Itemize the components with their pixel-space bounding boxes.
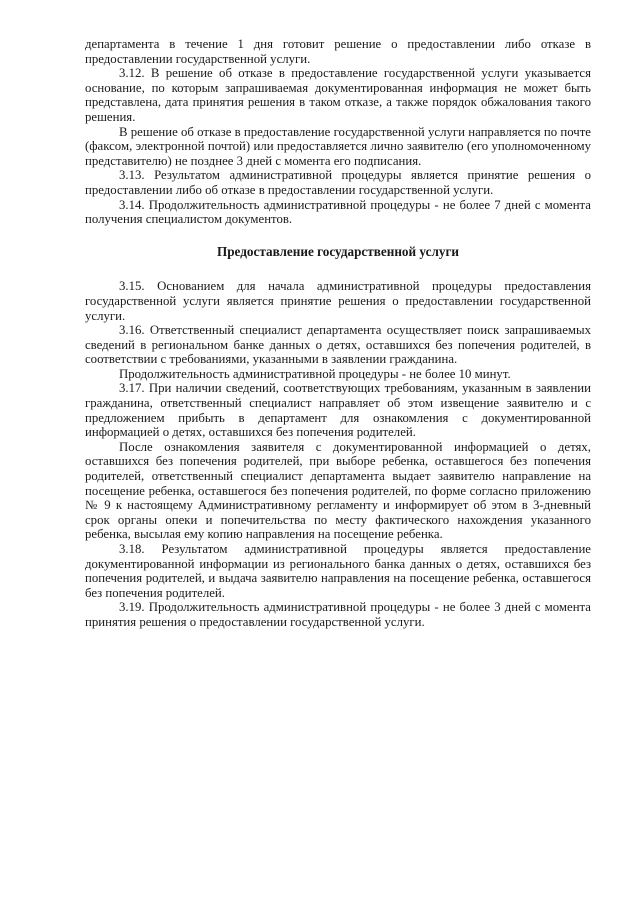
paragraph-3-19: 3.19. Продолжительность административной процедуры - не более 3 дней с момента принятия решения о предоставлении государственной услуги. (85, 600, 591, 629)
paragraph-3-12: 3.12. В решение об отказе в предоставление государственной услуги указывается основание, по которым запрашиваемая документированная информация не может быть представлена, дата принятия решения в таком отказе, а также порядок обжалования такого решения. (85, 66, 591, 124)
section-heading: Предоставление государственной услуги (216, 243, 460, 259)
paragraph-duration-10-min: Продолжительность административной процедуры - не более 10 минут. (119, 366, 511, 381)
paragraph-3-15: 3.15. Основанием для начала административной процедуры предоставления государственной услуги является принятие решения о предоставлении государственной услуги. (85, 279, 591, 323)
paragraph-refusal-delivery: В решение об отказе в предоставление государственной услуги направляется по почте (факсом, электронной почтой) или предоставляется лично заявителю (его уполномоченному представителю) не позднее 3 дней с момента его подписания. (85, 124, 591, 168)
paragraph-3-18: 3.18. Результатом административной процедуры является предоставление документированной информации из регионального банка данных о детях, оставшихся без попечения родителей, и выдача заявителю направления на посещение ребенка, оставшегося без попечения родителей. (85, 542, 591, 600)
paragraph-3-17: 3.17. При наличии сведений, соответствующих требованиям, указанным в заявлении гражданина, ответственный специалист направляет об этом извещение заявителю и с предложением прибыть в департамент для ознакомления с документированной информацией о детях, оставшихся без попечения родителей. (85, 381, 591, 440)
paragraph-3-16: 3.16. Ответственный специалист департамента осуществляет поиск запрашиваемых сведений в региональном банке данных о детях, оставшихся без попечения родителей, в соответствии с требованиями, указанными в заявлении гражданина. (85, 323, 591, 367)
document-text (85, 37, 591, 630)
paragraph-3-14: 3.14. Продолжительность административной процедуры - не более 7 дней с момента получения специалистом документов. (85, 197, 591, 227)
paragraph-3-13: 3.13. Результатом административной процедуры является принятие решения о предоставлении либо об отказе в предоставлении государственной услуги. (85, 168, 591, 197)
paragraph-continuation: департамента в течение 1 дня готовит решение о предоставлении либо отказе в предоставлении государственной услуги. (85, 37, 591, 66)
paragraph-after-acquaintance: После ознакомления заявителя с документированной информацией о детях, оставшихся без попечения родителей, при выборе ребенка, оставшегося без попечения родителей, ответственный специалист департамента выдает заявителю направление на посещение ребенка, оставшегося без попечения родителей, по форме согласно приложению № 9 к настоящему Административному регламенту и информирует об этом в 3-дневный срок органы опеки и попечительства по месту фактического нахождения указанного ребенка, высылая ему копию направления на посещение ребенка. (85, 439, 591, 542)
